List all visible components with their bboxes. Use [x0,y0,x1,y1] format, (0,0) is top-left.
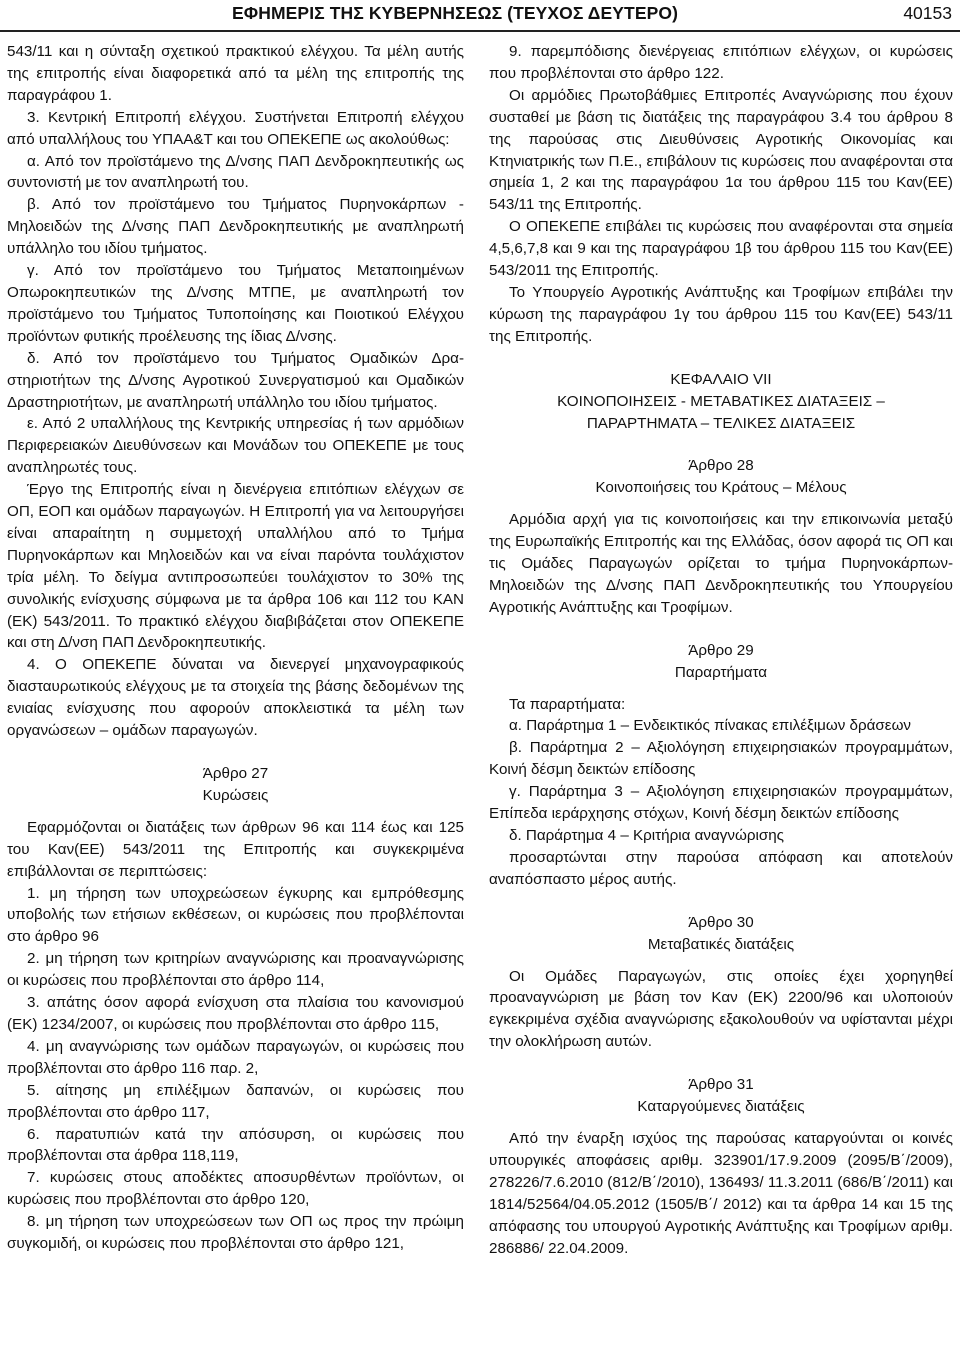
article-30-title: Μεταβατικές διατάξεις [647,935,795,953]
spacer [7,807,464,817]
paragraph: Έργο της Επιτροπής είναι η διενέργεια επιτόπιων ελέγχων σε ΟΠ, ΕΟΠ και ομάδων παραγωγών. Η Επιτροπή για να λειτουργήσει είναι απαραίτητη η συμμετοχή υπαλλήλου από το Τμήμα Πυρηνοκάρπων και Μηλοειδών και να είναι παρόντα τουλάχιστον τρία μέλη. Το δείγμα αντιπροσωπεύει τουλάχιστον το 30% της συνολικής ενίσχυσης σύμφωνα με τα άρθρα 106 και 112 του ΚΑΝ (ΕΚ) 543/2011. Το πρακτικό ελέγχου διαβιβάζεται στον ΟΠΕΚΕΠΕ και στη Δ/νση ΠΑΠ Δενδροκηπευτικής. [7,481,464,652]
paragraph: Από την έναρξη ισχύος της παρούσας καταργούνται οι κοινές υπουργικές αποφάσεις αριθμ. 323901/17.9.2009 (2095/Β΄/2009), 278226/7.6.2010 (812/Β΄/2010), 136493/ 11.3.2011 (686/Β΄/2011) και 1814/52564/04.05.2012 (1505/Β΄/ 2012) και τα άρθρα 14 και 15 της απόφασης του υπουργού Αγροτικής Ανάπτυξης και Τροφίμων αριθμ. 286886/ 22.04.2009. [489,1129,953,1257]
paragraph: προσαρτώνται στην παρούσα απόφαση και αποτελούν αναπόσπαστο μέρος αυτής. [489,848,953,888]
paragraph: Οι Ομάδες Παραγωγών, στις οποίες έχει χορηγηθεί προαναγνώριση με βάση τον Καν (ΕΚ) 2200/96 και υλοποιούν εγκεκριμένα σχέδια αναγνώρισης εξακολουθούν να υφίστανται μέχρι την ολοκλήρωση αυτών. [489,967,953,1051]
list-item: δ. Παράρτημα 4 – Κριτήρια αναγνώρισης [509,827,784,844]
paragraph: Το Υπουργείο Αγροτικής Ανάπτυξης και Τροφίμων επιβάλει την κύρωση της παραγράφου 1γ του άρθρου 115 του Καν(ΕΕ) 543/11 της Επιτροπής. [489,283,953,345]
article-31-heading: Άρθρο 31 [688,1076,754,1094]
paragraph: Εφαρμόζονται οι διατάξεις των άρθρων 96 και 114 έως και 125 του Καν(ΕΕ) 543/2011 της Επιτροπής και συγκεκριμένα επιβάλλονται σε περιπτώσεις: [7,818,464,880]
spacer [7,742,464,763]
list-item: 4. μη αναγνώρισης των ομάδων παραγωγών, οι κυρώσεις που προβλέπονται στο άρθρο 116 παρ. 2, [7,1037,464,1077]
spacer [489,956,953,966]
paragraph: Αρμόδια αρχή για τις κοινοποιήσεις και την επικοινωνία μεταξύ της Ευρωπαϊκής Επιτροπής και της Ελλάδας, όσον αφορά τις ΟΠ και τις Ομάδες Παραγωγών ορίζεται το τμήμα Πυρηνοκάρπων- Μηλοειδών της Δ/νσης ΠΑΠ Δενδροκηπευτικής του Υπουργείου Αγροτικής Ανάπτυξης και Τροφίμων. [489,511,953,616]
spacer [489,619,953,640]
spacer [489,1053,953,1074]
page-header [0,0,960,32]
right-column [489,41,953,1259]
list-item: 9. παρεμπόδισης διενέργειας επιτόπιων ελέγχων, οι κυρώσεις που προβλέπονται στο άρθρο 122. [489,43,953,82]
list-item: 3. απάτης όσον αφορά ενίσχυση στα πλαίσια του κανονισμού (ΕΚ) 1234/2007, οι κυρώσεις που προβλέπονται στο άρθρο 115, [7,994,464,1033]
list-item: α. Παράρτημα 1 – Ενδεικτικός πίνακας επιλέξιμων δράσεων [509,717,912,735]
paragraph: Οι αρμόδιες Πρωτοβάθμιες Επιτροπές Αναγνώρισης που έχουν συσταθεί με βάση τις διατάξεις της παραγράφου 3.4 του άρθρου 8 της παρούσας στις Διευθύνσεις Αγροτικής Οικονομίας και Κτηνιατρικής των Π.Ε., επιβάλουν τις κυρώσεις που αναφέρονται στα σημεία 1, 2 και της παραγράφου 1α του άρθρου 115 του Καν(ΕΕ) 543/11 της Επιτροπής. [489,86,953,214]
spacer [489,434,953,455]
article-30-heading: Άρθρο 30 [688,913,754,931]
article-28-heading: Άρθρο 28 [688,457,754,475]
article-31-title: Καταργούμενες διατάξεις [637,1098,805,1116]
article-27-title: Κυρώσεις [202,786,269,804]
paragraph: Ο ΟΠΕΚΕΠΕ επιβάλει τις κυρώσεις που αναφέρονται στα σημεία 4,5,6,7,8 και 9 και της παραγράφου 1β του άρθρου 115 του Καν(ΕΕ) 543/2011 της Επιτροπής. [489,218,953,280]
list-item: 8. μη τήρηση των υποχρεώσεων των ΟΠ ως προς την πρώιμη συγκομιδή, οι κυρώσεις που προβλέπονται στο άρθρο 121, [7,1213,464,1253]
paragraph: α. Από τον προϊστάμενο της Δ/νσης ΠΑΠ Δενδροκηπευτικής ως συντονιστή με τον αναπληρωτή του. [7,152,464,192]
list-item: 5. αίτησης μη επιλέξιμων δαπανών, οι κυρώσεις που προβλέπονται στο άρθρο 117, [7,1081,464,1121]
paragraph: 4. Ο ΟΠΕΚΕΠΕ δύναται να διενεργεί μηχανογραφικούς διασταυρωτικούς ελέγχους με τα στοιχεία της βάσης δεδομένων της ενιαίας ενίσχυσης που αφορούν αποκλειστικά τα μέλη των οργανώσεων – ομάδων παραγωγών. [7,656,464,740]
spacer [489,684,953,694]
article-27-heading: Άρθρο 27 [202,765,269,782]
page-number: 40153 [903,3,952,23]
article-29-title: Παραρτήματα [674,663,768,681]
gazette-title: ΕΦΗΜΕΡΙΣ ΤΗΣ ΚΥΒΕΡΝΗΣΕΩΣ (ΤΕΥΧΟΣ ΔΕΥΤΕΡΟ) [232,3,679,23]
paragraph: Τα παραρτήματα: [509,695,626,713]
paragraph: γ. Από τον προϊστάμενο του Τμήματος Μεταποιημένων Οπωροκηπευτικών της Δ/νσης ΜΤΠΕ, με αναπληρωτή τον προϊστάμενο του Τμήματος Τυποποίησης και Ποιοτικού Ελέγχου προϊόντων φυτικής προέλευσης της ίδιας Δ/νσης. [7,262,464,345]
list-item: γ. Παράρτημα 3 – Αξιολόγηση επιχειρησιακών προγραμμάτων, Επίπεδα ιεράρχησης στόχων, Κοινή δέσμη δεικτών επίδοσης [489,783,953,823]
list-item: 1. μη τήρηση των υποχρεώσεων έγκυρης και εμπρόθεσμης υποβολής των ετήσιων εκθέσεων, οι κυρώσεις που προβλέπονται στο άρθρο 96 [7,884,464,946]
spacer [489,499,953,509]
list-item: β. Παράρτημα 2 – Αξιολόγηση επιχειρησιακών προγραμμάτων, Κοινή δέσμη δεικτών επίδοσης [489,739,953,779]
list-item: 2. μη τήρηση των κριτηρίων αναγνώρισης και προαναγνώρισης οι κυρώσεις που προβλέπονται στο άρθρο 114, [7,950,464,990]
article-28-title: Κοινοποιήσεις του Κράτους – Μέλους [595,479,847,497]
list-item: 6. παρατυπιών κατά την απόσυρση, οι κυρώσεις που προβλέπονται στα άρθρα 118,119, [7,1125,464,1165]
header-rule [0,30,960,32]
chapter-heading: ΚΕΦΑΛΑΙΟ VII [670,370,772,388]
chapter-title-line-2: ΠΑΡΑΡΤΗΜΑΤΑ – ΤΕΛΙΚΕΣ ΔΙΑΤΑΞΕΙΣ [586,414,856,432]
paragraph: ε. Από 2 υπαλλήλους της Κεντρικής υπηρεσίας ή των αρμόδιων Περιφερειακών Διευθύνσεων και Μονάδων του ΟΠΕΚΕΠΕ με τους αναπληρωτές τους. [7,415,464,477]
paragraph: 543/11 και η σύνταξη σχετικού πρακτικού ελέγχου. Τα μέλη αυτής της επιτροπής είναι διαφορετικά από τα μέλη της επιτροπής της παραγράφου 1. [7,43,464,104]
paragraph: β. Από τον προϊστάμενο του Τμήματος Πυρηνοκάρπων - Μηλοειδών της Δ/νσης ΠΑΠ Δενδροκηπευτικής με αναπληρωτή υπάλληλο του ιδίου τμήματος. [7,196,464,258]
article-29-heading: Άρθρο 29 [688,641,754,659]
spacer [489,891,953,912]
left-column [7,41,464,1255]
spacer [489,1118,953,1128]
paragraph: δ. Από τον προϊστάμενο του Τμήματος Ομαδικών Δραστηριοτήτων της Δ/νσης Αγροτικού Συνεργατισμού και Ομαδικών Δραστηριοτήτων, με αναπληρωτή υπάλληλο του ιδίου τμήματος. [7,349,464,411]
chapter-title-line-1: ΚΟΙΝΟΠΟΙΗΣΕΙΣ - ΜΕΤΑΒΑΤΙΚΕΣ ΔΙΑΤΑΞΕΙΣ – [557,392,885,410]
spacer [489,348,953,369]
paragraph: 3. Κεντρική Επιτροπή ελέγχου. Συστήνεται Επιτροπή ελέγχου από υπαλλήλους του ΥΠΑΑ&Τ και του ΟΠΕΚΕΠΕ ως ακολούθως: [7,108,464,148]
list-item: 7. κυρώσεις στους αποδέκτες αποσυρθέντων προϊόντων, οι κυρώσεις που προβλέπονται στο άρθρο 120, [7,1169,464,1209]
